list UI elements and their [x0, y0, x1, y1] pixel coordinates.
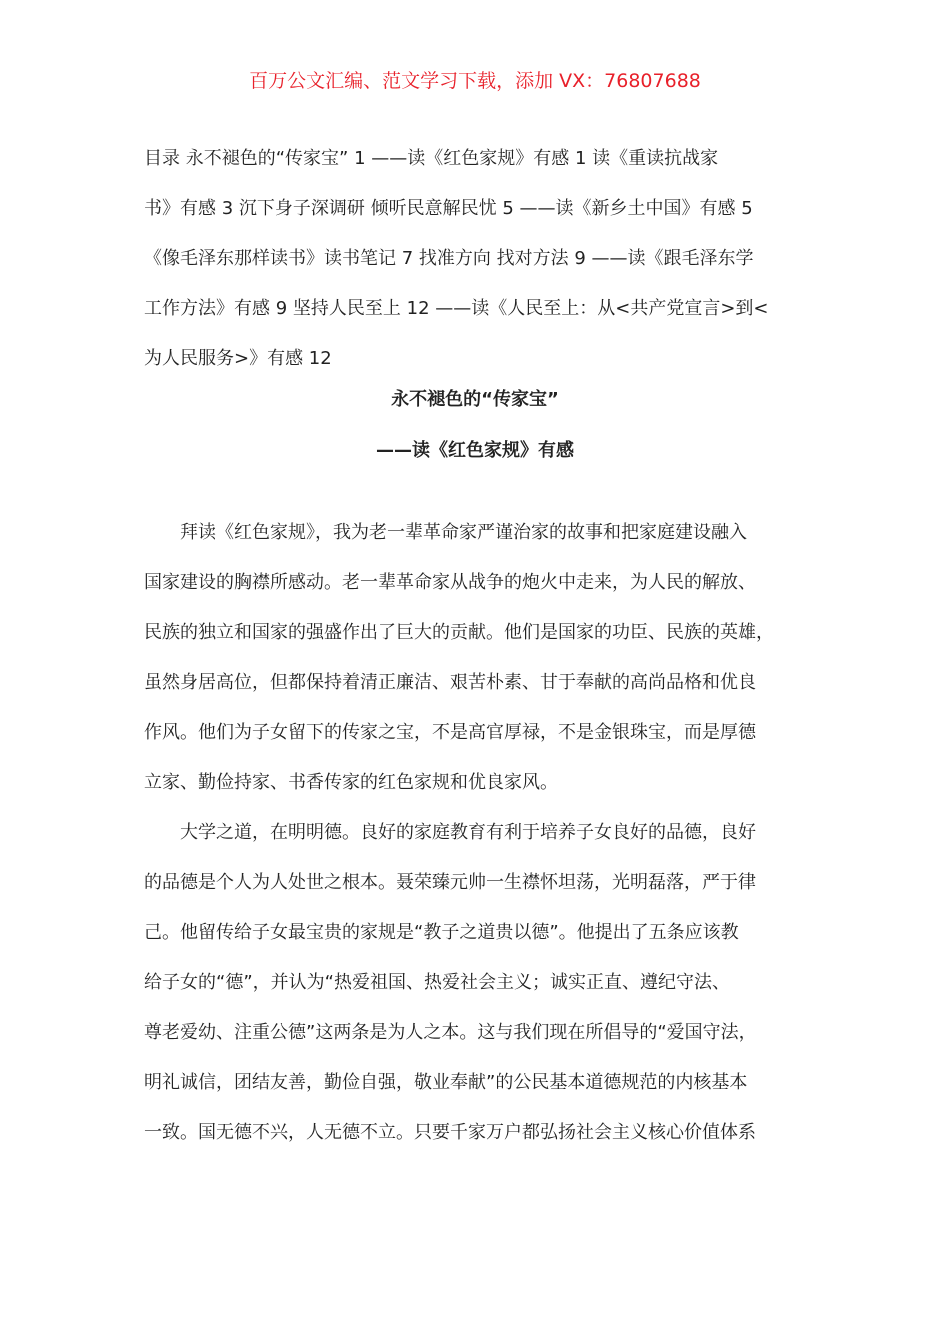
paragraph-line: 给子女的“德”，并认为“热爱祖国、热爱社会主义；诚实正直、遵纪守法、 [144, 972, 730, 993]
paragraph-line: 立家、勤俭持家、书香传家的红色家规和优良家风。 [144, 772, 558, 793]
paragraph-line: 的品德是个人为人处世之根本。聂荣臻元帅一生襟怀坦荡，光明磊落，严于律 [144, 872, 756, 893]
paragraph-line: 国家建设的胸襟所感动。老一辈革命家从战争的炮火中走来，为人民的解放、 [144, 572, 756, 593]
paragraph-line: 拜读《红色家规》，我为老一辈革命家严谨治家的故事和把家庭建设融入 [180, 522, 747, 543]
paragraph-line: 作风。他们为子女留下的传家之宝，不是高官厚禄，不是金银珠宝，而是厚德 [144, 722, 756, 743]
paragraph-line: 民族的独立和国家的强盛作出了巨大的贡献。他们是国家的功臣、民族的英雄， [144, 622, 774, 643]
paragraph-line: 尊老爱幼、注重公德”这两条是为人之本。这与我们现在所倡导的“爱国守法， [144, 1022, 757, 1043]
paragraph-line: 虽然身居高位，但都保持着清正廉洁、艰苦朴素、甘于奉献的高尚品格和优良 [144, 672, 756, 693]
paragraph-line: 明礼诚信，团结友善，勤俭自强，敬业奉献”的公民基本道德规范的内核基本 [144, 1072, 748, 1093]
article-title: 永不褪色的“传家宝” [391, 389, 559, 410]
toc-line: 为人民服务>》有感 12 [144, 348, 332, 369]
article-subtitle: ——读《红色家规》有感 [376, 440, 574, 461]
paragraph-line: 大学之道，在明明德。良好的家庭教育有利于培养子女良好的品德，良好 [180, 822, 756, 843]
header-notice: 百万公文汇编、范文学习下载，添加 VX：76807688 [249, 70, 701, 92]
toc-line: 书》有感 3 沉下身子深调研 倾听民意解民忧 5 ——读《新乡土中国》有感 5 [144, 198, 753, 219]
paragraph-line: 己。他留传给子女最宝贵的家规是“教子之道贵以德”。他提出了五条应该教 [144, 922, 739, 943]
toc-line: 目录 永不褪色的“传家宝” 1 ——读《红色家规》有感 1 读《重读抗战家 [144, 148, 719, 169]
table-of-contents [144, 134, 814, 384]
toc-line: 《像毛泽东那样读书》读书笔记 7 找准方向 找对方法 9 ——读《跟毛泽东学 [144, 248, 754, 269]
paragraph-line: 一致。国无德不兴，人无德不立。只要千家万户都弘扬社会主义核心价值体系 [144, 1122, 756, 1143]
toc-line: 工作方法》有感 9 坚持人民至上 12 ——读《人民至上：从<共产党宣言>到< [144, 298, 769, 319]
article-body [144, 508, 814, 1158]
